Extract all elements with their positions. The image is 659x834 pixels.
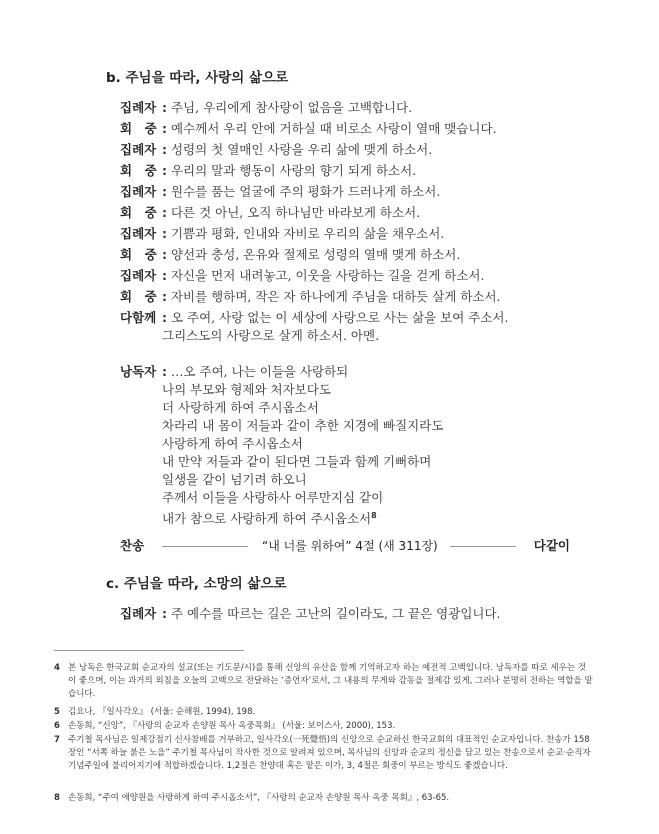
- footnote-number: 5: [54, 707, 60, 717]
- litany-text: 예수께서 우리 안에 거하실 때 비로소 사랑이 열매 맺습니다.: [170, 121, 497, 136]
- litany-text: 다른 것 아닌, 오직 하나님만 바라보게 하소서.: [170, 205, 421, 220]
- footnote: [54, 706, 594, 719]
- speaker-label: 낭독자: [120, 364, 157, 379]
- footnote-number: 4: [54, 663, 60, 673]
- footnote-text: 손동희, “주여 애양원을 사랑하게 하여 주시옵소서”, 『사랑의 순교자 손양원 목사 옥중 목회』, 63-65.: [68, 793, 450, 803]
- reader-line: [162, 506, 377, 526]
- speaker-label: 집례자: [120, 268, 157, 283]
- speaker-label: 집례자: [120, 606, 157, 621]
- speaker-label: 집례자: [120, 100, 157, 115]
- footnote: [54, 792, 594, 805]
- reader-line: 차라리 내 몸이 저들과 같이 추한 지경에 빠질지라도: [162, 418, 444, 433]
- reader-text: 내가 참으로 사랑하게 하여 주시옵소서: [162, 511, 372, 527]
- footnote-divider: [54, 650, 244, 651]
- litany-text: 원수를 품는 얼굴에 주의 평화가 드러나게 하소서.: [170, 184, 441, 199]
- speaker-label: 회 중: [120, 163, 157, 178]
- reader-line: 나의 부모와 형제와 처자보다도: [162, 382, 331, 397]
- hymn-divider: [162, 546, 248, 547]
- footnote-text: 김요나, 『일사각오』 (서울: 순해원, 1994), 198.: [68, 707, 256, 717]
- speaker-label: 회 중: [120, 247, 157, 262]
- speaker-label: 집례자: [120, 184, 157, 199]
- footnote-text: 손동희, “신앙”, 『사랑의 순교자 손양원 목사 옥중목회』 (서울: 보이스사, 2000), 153.: [68, 721, 396, 731]
- hymn-direction: 다같이: [533, 538, 570, 553]
- hymn-row: [120, 535, 570, 557]
- litany-text: 오 주여, 사랑 없는 이 세상에 사랑으로 사는 삶을 보여 주소서.: [170, 310, 509, 325]
- reader-line: 사랑하게 하여 주시옵소서: [162, 436, 303, 451]
- reader-text: …오 주여, 나는 이들을 사랑하되: [170, 364, 349, 379]
- litany-text: 자신을 먼저 내려놓고, 이웃을 사랑하는 길을 걷게 하소서.: [170, 268, 485, 283]
- footnote-number: 8: [54, 793, 60, 803]
- footnote-number: 7: [54, 735, 60, 745]
- footnote-number: 6: [54, 721, 60, 731]
- speaker-label: 집례자: [120, 142, 157, 157]
- footnote: [54, 720, 594, 733]
- litany-text: 주님, 우리에게 참사랑이 없음을 고백합니다.: [170, 100, 413, 115]
- litany-text: 성령의 첫 열매인 사랑을 우리 삶에 맺게 하소서.: [170, 142, 433, 157]
- litany-text: 양선과 충성, 온유와 절제로 성령의 열매 맺게 하소서.: [170, 247, 461, 262]
- hymn-divider: [450, 546, 516, 547]
- litany-text: 자비를 행하며, 작은 자 하나에게 주님을 대하듯 살게 하소서.: [170, 289, 501, 304]
- footnote-text: 본 낭독은 한국교회 순교자의 설교(또는 기도문/시)를 통해 신앙의 유산을 함께 기억하고자 하는 예전적 고백입니다. 낭독자를 따로 세우는 것이 좋으며, 이는 과거의 외침을 오늘의 고백으로 전달하는 ‘증언자’로서, 그 내용의 무게와 감동을 절제감 있게, 그러나 분명히 전하는 역할을 맡습니다.: [68, 663, 593, 699]
- litany-text: 주 예수를 따르는 길은 고난의 길이라도, 그 끝은 영광입니다.: [170, 606, 501, 621]
- section-b-heading: b. 주님을 따라, 사랑의 삶으로: [106, 70, 289, 86]
- reader-line: 주께서 이들을 사랑하사 어루만지심 같이: [162, 490, 384, 505]
- speaker-label: 회 중: [120, 289, 157, 304]
- speaker-label: 집례자: [120, 226, 157, 241]
- footnote: [54, 734, 594, 773]
- litany-text: 우리의 말과 행동이 사랑의 향기 되게 하소서.: [170, 163, 417, 178]
- reader-line: 일생을 같이 넘기려 하오니: [162, 472, 307, 487]
- reader-line: 더 사랑하게 하여 주시옵소서: [162, 400, 319, 415]
- litany-text: 기쁨과 평화, 인내와 자비로 우리의 삶을 채우소서.: [170, 226, 445, 241]
- hymn-title: “내 너를 위하여” 4절 (새 311장): [262, 539, 438, 553]
- section-c-heading: c. 주님을 따라, 소망의 삶으로: [106, 576, 287, 592]
- hymn-label: 찬송: [120, 538, 145, 553]
- footnote: [54, 662, 594, 701]
- litany-continuation: 그리스도의 사랑으로 살게 하소서. 아멘.: [162, 328, 380, 343]
- footnote-ref: 8: [371, 511, 377, 520]
- footnote-text: 주기철 목사님은 일제강점기 신사참배를 거부하고, 일사각오(一死覺悟)의 신앙으로 순교하신 한국교회의 대표적인 순교자입니다. 찬송가 158장인 “서쪽 하늘 붉은 노을” 주기철 목사님이 작사한 것으로 알려져 있으며, 목사님의 신앙과 순교의 정신을 담고 있는 찬송으로서 순교·순직자기념주일에 불리어지기에 적합하겠습니다. 1,2절은 찬양대 혹은 맡은 이가, 3, 4절은 회중이 부르는 방식도 좋겠습니다.: [68, 735, 591, 771]
- speaker-label: 다함께: [120, 310, 157, 325]
- speaker-label: 회 중: [120, 205, 157, 220]
- reader-line: 내 만약 저들과 같이 된다면 그들과 함께 기뻐하며: [162, 454, 432, 469]
- speaker-label: 회 중: [120, 121, 157, 136]
